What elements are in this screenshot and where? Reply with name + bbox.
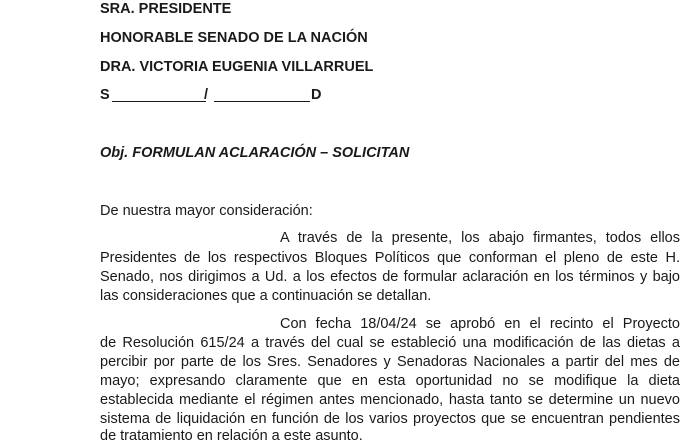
addressee-institution: HONORABLE SENADO DE LA NACIÓN [100, 30, 368, 46]
greeting: De nuestra mayor consideración: [100, 203, 313, 219]
subject-line: Obj. FORMULAN ACLARACIÓN – SOLICITAN [100, 145, 410, 161]
paragraph1-line4: las consideraciones que a continuación se detallan. [100, 288, 432, 304]
paragraph2-line4: mayo; expresando claramente que en esta oportunidad no se modifique la dieta [100, 373, 680, 389]
sd-underline-1 [112, 101, 206, 102]
paragraph2-line2: de Resolución 615/24 a través del cual se estableció una modificación de las dietas a [100, 335, 680, 351]
paragraph2-line1: Con fecha 18/04/24 se aprobó en el recinto el Proyecto [280, 316, 680, 332]
paragraph2-line6: sistema de liquidación en función de los varios proyectos que se encuentran pendientes [100, 411, 680, 427]
addressee-title: SRA. PRESIDENTE [100, 1, 232, 17]
sd-underline-2 [214, 101, 310, 102]
sd-line [100, 86, 322, 104]
addressee-name: DRA. VICTORIA EUGENIA VILLARRUEL [100, 59, 374, 75]
paragraph2-line5: establecida mediante el régimen antes mencionado, hasta tanto se determine un nuevo [100, 392, 680, 408]
paragraph2-line7: de tratamiento en relación a este asunto. [100, 428, 363, 444]
paragraph2-line3: percibir por parte de los Sres. Senadores y Senadoras Nacionales a partir del mes de [100, 354, 680, 370]
paragraph1-line2: Presidentes de los respectivos Bloques Políticos que conforman el pleno de este H. [100, 250, 680, 266]
sd-d: D [311, 87, 322, 103]
sd-slash: / [204, 87, 209, 103]
sd-s: S [100, 87, 110, 103]
paragraph1-line1: A través de la presente, los abajo firmantes, todos ellos [280, 230, 680, 246]
paragraph1-line3: Senado, nos dirigimos a Ud. a los efectos de formular aclaración en los términos y bajo [100, 269, 680, 285]
